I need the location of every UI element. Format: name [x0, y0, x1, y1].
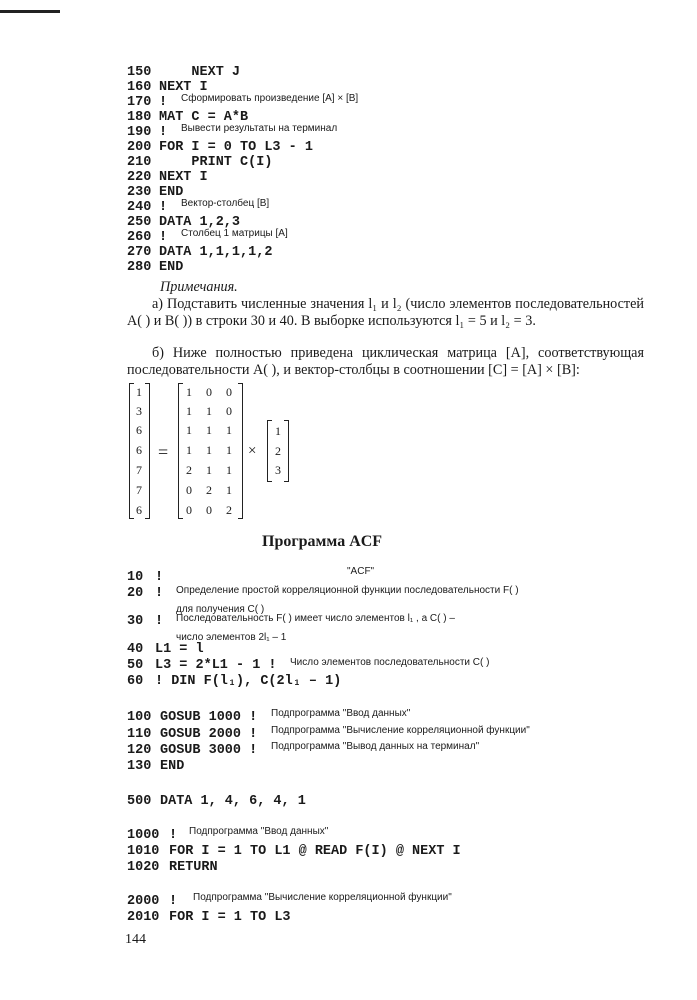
b-vector-cell: 2: [275, 444, 281, 458]
notes-heading: Примечания.: [160, 279, 238, 295]
code-line-30-cont: число элементов 2l₁ – 1: [176, 632, 287, 643]
code-line-150: 150 NEXT J: [127, 65, 241, 80]
code-line-20-cont: для получения C( ): [176, 604, 265, 615]
code-line-190: 190 ! Вывести результаты на терминал: [127, 123, 338, 140]
code-line-1010: 1010 FOR I = 1 TO L1 @ READ F(I) @ NEXT I: [127, 844, 461, 859]
code-line-210: 210 PRINT C(I): [127, 155, 273, 170]
a-matrix-cell: 2: [206, 483, 212, 497]
program-title: Программа ACF: [262, 533, 383, 550]
c-vector-cell: 6: [136, 503, 142, 517]
code-line-500: 500 DATA 1, 4, 6, 4, 1: [127, 794, 306, 809]
a-matrix-cell: 1: [226, 443, 232, 457]
code-line-180: 180 MAT C = A*B: [127, 110, 249, 125]
code-line-170: 170 ! Сформировать произведение [A] × [B]: [127, 93, 359, 110]
a-matrix-cell: 2: [186, 463, 192, 477]
page-number: 144: [125, 932, 146, 947]
code-line-30: 30 ! Последовательность F( ) имеет число элементов l₁ , а C( ) –: [127, 613, 455, 629]
a-matrix-cell: 1: [226, 483, 232, 497]
a-matrix-cell: 1: [206, 443, 212, 457]
code-line-110: 110 GOSUB 2000 ! Подпрограмма "Вычисление корреляционной функции": [127, 725, 530, 742]
scan-mark: [0, 10, 60, 13]
a-matrix-cell: 1: [226, 463, 232, 477]
a-matrix-cell: 0: [186, 483, 192, 497]
c-vector-cell: 1: [136, 385, 142, 399]
code-line-130: 130 END: [127, 759, 185, 774]
code-line-2010: 2010 FOR I = 1 TO L3: [127, 910, 291, 925]
code-line-100: 100 GOSUB 1000 ! Подпрограмма "Ввод данных": [127, 708, 411, 725]
code-line-40: 40 L1 = l: [127, 642, 204, 657]
equals-sign: =: [158, 442, 169, 462]
a-matrix-cell: 1: [206, 463, 212, 477]
note-b: б) Ниже полностью приведена циклическая матрица [A], соответствующая последовательности A( ), и вектор-столбцы в соотношении [C] = [A] × [B]:: [127, 345, 644, 378]
a-matrix-cell: 1: [186, 385, 192, 399]
code-line-200: 200 FOR I = 0 TO L3 - 1: [127, 140, 313, 155]
code-line-220: 220 NEXT I: [127, 170, 208, 185]
code-listing-1: [127, 62, 647, 277]
code-line-60: 60 ! DIN F(l₁), C(2l₁ – 1): [127, 674, 342, 689]
b-vector-cell: 3: [275, 463, 281, 477]
a-matrix-right-bracket: [238, 383, 243, 519]
a-matrix-cell: 0: [226, 385, 232, 399]
code-line-230: 230 END: [127, 185, 184, 200]
c-vector-cell: 6: [136, 423, 142, 437]
code-line-250: 250 DATA 1,2,3: [127, 215, 241, 230]
times-sign: ×: [248, 443, 257, 459]
a-matrix-cell: 0: [226, 404, 232, 418]
code-line-240: 240 ! Вектор-столбец [B]: [127, 198, 270, 215]
c-vector-cell: 3: [136, 404, 142, 418]
code-line-50: 50 L3 = 2*L1 - 1 ! Число элементов последовательности C( ): [127, 657, 490, 673]
code-line-120: 120 GOSUB 3000 ! Подпрограмма "Вывод данных на терминал": [127, 741, 480, 758]
c-vector-cell: 7: [136, 483, 142, 497]
a-matrix-cell: 1: [186, 404, 192, 418]
c-vector-cell: 6: [136, 443, 142, 457]
a-matrix-cell: 1: [186, 423, 192, 437]
a-matrix-cell: 0: [206, 503, 212, 517]
a-matrix-cell: 0: [186, 503, 192, 517]
a-matrix-cell: 1: [226, 423, 232, 437]
code-line-1000: 1000 ! Подпрограмма "Ввод данных": [127, 826, 329, 843]
c-vector-cell: 7: [136, 463, 142, 477]
a-matrix-cell: 0: [206, 385, 212, 399]
code-line-2000: 2000 ! Подпрограмма "Вычисление корреляционной функции": [127, 892, 452, 909]
note-a: а) Подставить численные значения l₁ и l₂ (число элементов последовательностей A( ) и B( )) в строки 30 и 40. В выборке используются l₁ = 5 и l₂ = 3.: [127, 296, 644, 329]
a-matrix-cell: 1: [186, 443, 192, 457]
a-matrix-cell: 1: [206, 423, 212, 437]
a-matrix-cell: 2: [226, 503, 232, 517]
code-line-260: 260 ! Столбец 1 матрицы [A]: [127, 228, 288, 245]
b-vector-cell: 1: [275, 424, 281, 438]
code-line-20: 20 ! Определение простой корреляционной функции последовательности F( ): [127, 585, 519, 601]
code-line-1020: 1020 RETURN: [127, 860, 218, 875]
a-matrix-cell: 1: [206, 404, 212, 418]
code-line-160: 160 NEXT I: [127, 80, 208, 95]
code-line-280: 280 END: [127, 260, 184, 275]
code-line-270: 270 DATA 1,1,1,1,2: [127, 245, 273, 260]
code-line-10: 10 ! "ACF": [127, 566, 375, 585]
